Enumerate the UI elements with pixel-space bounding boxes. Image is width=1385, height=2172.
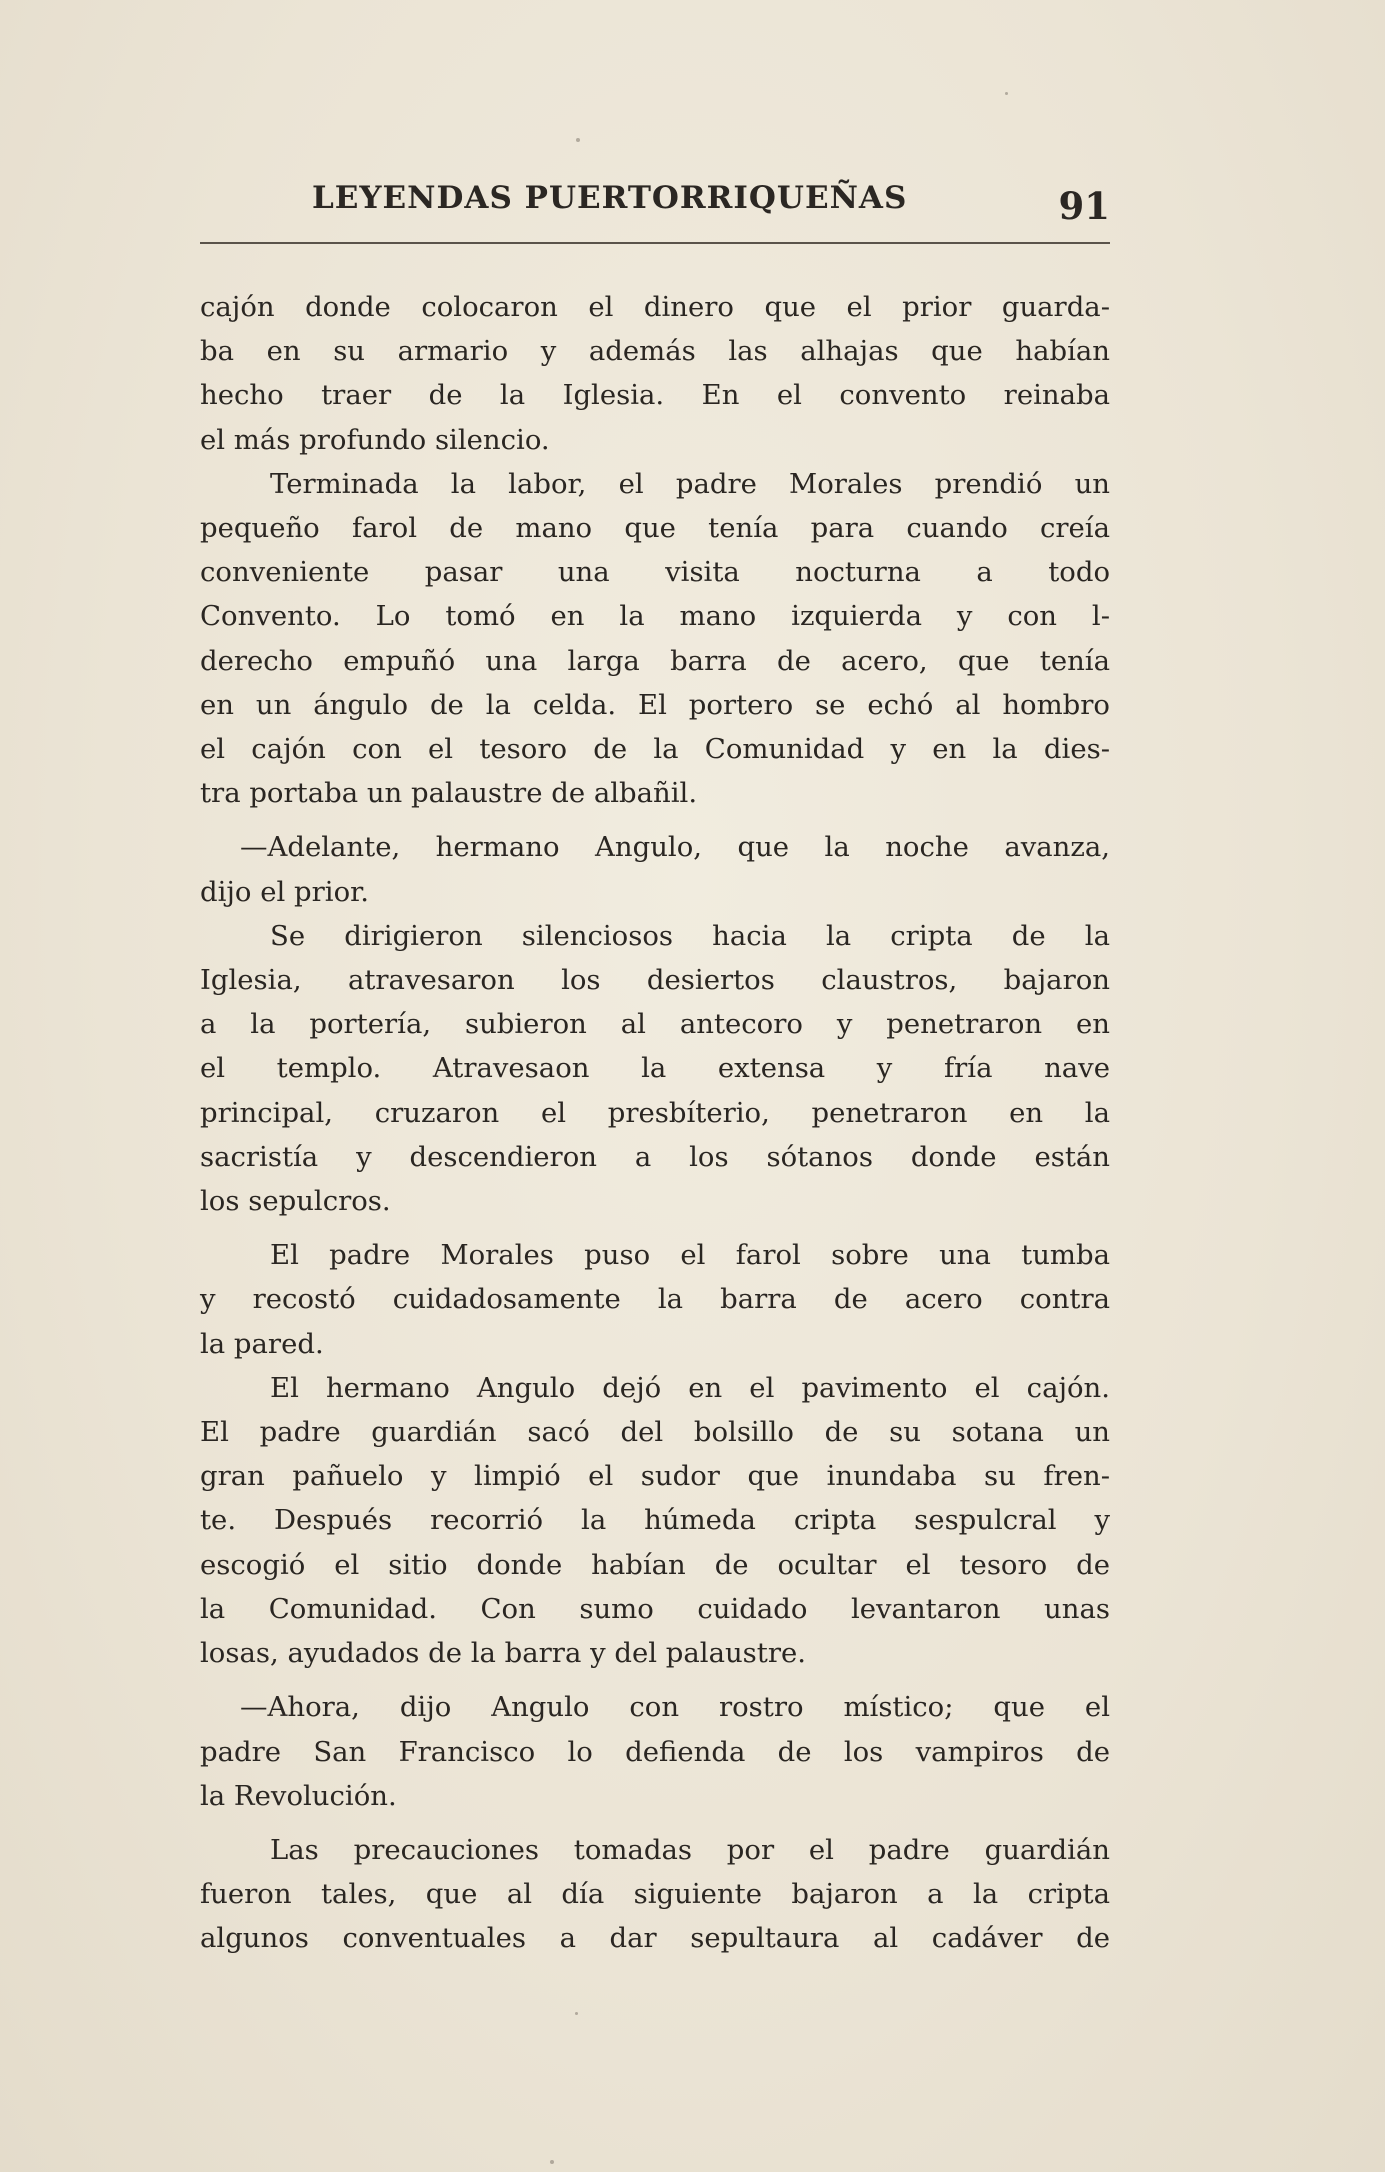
text-line: la pared. bbox=[200, 1327, 324, 1360]
text-line: —Ahora, dijo Angulo con rostro místico; que el bbox=[240, 1691, 1110, 1724]
text-line: Se dirigieron silenciosos hacia la cripta de la bbox=[270, 919, 1110, 952]
paragraph bbox=[200, 1233, 1110, 1366]
page-number: 91 bbox=[1058, 184, 1110, 228]
paper-speck bbox=[1005, 92, 1008, 95]
paper-speck bbox=[550, 2160, 554, 2164]
text-line: Las precauciones tomadas por el padre guardián bbox=[270, 1833, 1110, 1866]
running-title: LEYENDAS PUERTORRIQUEÑAS bbox=[312, 180, 908, 216]
text-line: El padre guardián sacó del bolsillo de su sotana un bbox=[200, 1416, 1110, 1449]
paragraph bbox=[200, 1366, 1110, 1675]
text-line: el templo. Atravesaon la extensa y fría nave bbox=[200, 1052, 1110, 1085]
text-line: derecho empuñó una larga barra de acero, que tenía bbox=[200, 644, 1110, 677]
text-line: sacristía y descendieron a los sótanos donde están bbox=[200, 1140, 1110, 1173]
text-line: —Adelante, hermano Angulo, que la noche avanza, bbox=[240, 831, 1110, 864]
text-line: fueron tales, que al día siguiente bajaron a la cripta bbox=[200, 1878, 1110, 1911]
text-line: el cajón con el tesoro de la Comunidad y en la dies- bbox=[200, 733, 1110, 766]
text-line: la Revolución. bbox=[200, 1779, 397, 1812]
text-line: El hermano Angulo dejó en el pavimento el cajón. bbox=[270, 1371, 1110, 1404]
text-line: Terminada la labor, el padre Morales prendió un bbox=[270, 467, 1110, 500]
text-line: en un ángulo de la celda. El portero se echó al hombro bbox=[200, 688, 1110, 721]
paragraph bbox=[200, 1685, 1110, 1818]
body-text bbox=[200, 285, 1110, 1961]
text-line: el más profundo silencio. bbox=[200, 423, 550, 456]
text-line: escogió el sitio donde habían de ocultar el tesoro de bbox=[200, 1548, 1110, 1581]
page-header bbox=[200, 170, 1110, 240]
text-line: algunos conventuales a dar sepultaura al cadáver de bbox=[200, 1922, 1110, 1955]
text-line: los sepulcros. bbox=[200, 1185, 391, 1218]
paragraph bbox=[200, 914, 1110, 1223]
text-line: El padre Morales puso el farol sobre una tumba bbox=[270, 1239, 1110, 1272]
header-rule bbox=[200, 242, 1110, 244]
paper-speck bbox=[575, 2012, 578, 2015]
paragraph bbox=[200, 285, 1110, 462]
text-line: Convento. Lo tomó en la mano izquierda y con l- bbox=[200, 600, 1110, 633]
text-line: conveniente pasar una visita nocturna a todo bbox=[200, 556, 1110, 589]
text-line: padre San Francisco lo defienda de los vampiros de bbox=[200, 1735, 1110, 1768]
text-line: gran pañuelo y limpió el sudor que inundaba su fren- bbox=[200, 1460, 1110, 1493]
text-line: cajón donde colocaron el dinero que el prior guarda- bbox=[200, 291, 1110, 323]
text-line: y recostó cuidadosamente la barra de acero contra bbox=[200, 1283, 1110, 1316]
paragraph bbox=[200, 825, 1110, 913]
text-line: te. Después recorrió la húmeda cripta sespulcral y bbox=[200, 1504, 1110, 1537]
text-line: dijo el prior. bbox=[200, 875, 370, 908]
text-line: Iglesia, atravesaron los desiertos claustros, bajaron bbox=[200, 964, 1110, 997]
text-line: hecho traer de la Iglesia. En el convento reinaba bbox=[200, 379, 1110, 412]
paper-speck bbox=[576, 138, 580, 142]
text-line: pequeño farol de mano que tenía para cuando creía bbox=[200, 512, 1110, 545]
paragraph bbox=[200, 462, 1110, 816]
text-line: principal, cruzaron el presbíterio, penetraron en la bbox=[200, 1096, 1110, 1129]
text-line: losas, ayudados de la barra y del palaustre. bbox=[200, 1637, 807, 1670]
text-line: la Comunidad. Con sumo cuidado levantaron unas bbox=[200, 1592, 1110, 1625]
text-line: ba en su armario y además las alhajas que habían bbox=[200, 335, 1110, 368]
text-line: a la portería, subieron al antecoro y penetraron en bbox=[200, 1008, 1110, 1041]
text-line: tra portaba un palaustre de albañil. bbox=[200, 777, 698, 810]
paragraph bbox=[200, 1828, 1110, 1961]
